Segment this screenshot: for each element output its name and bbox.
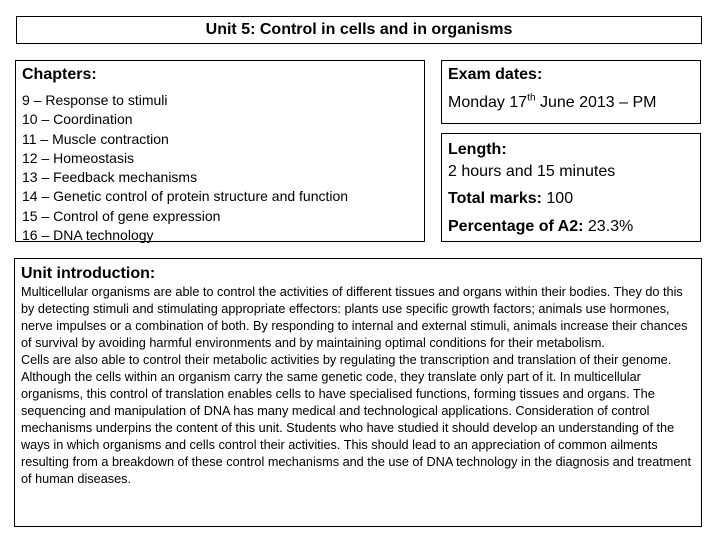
- chapters-box: [15, 60, 425, 242]
- percentage-label: Percentage of A2:: [448, 218, 584, 235]
- exam-dates-box: [441, 60, 701, 124]
- chapter-list: [22, 91, 424, 245]
- chapter-item: 13 – Feedback mechanisms: [22, 169, 198, 186]
- chapter-item: 15 – Control of gene expression: [22, 207, 221, 224]
- chapter-item: 14 – Genetic control of protein structure and function: [22, 188, 349, 205]
- unit-introduction-heading: Unit introduction:: [21, 265, 156, 282]
- length-value: 2 hours and 15 minutes: [448, 163, 616, 180]
- length-box: [441, 133, 701, 242]
- percentage-value: 23.3%: [583, 218, 634, 235]
- total-marks-value: 100: [541, 190, 574, 207]
- chapter-item: 12 – Homeostasis: [22, 149, 135, 166]
- percentage-a2: [448, 216, 700, 237]
- length-heading: Length:: [448, 141, 507, 158]
- chapter-item: 10 – Coordination: [22, 111, 133, 128]
- chapter-item: 16 – DNA technology: [22, 227, 154, 244]
- total-marks-label: Total marks:: [448, 190, 542, 207]
- exam-date-rest: June 2013 – PM: [535, 94, 657, 111]
- intro-paragraph-1: Multicellular organisms are able to control the activities of different tissues and organs within their bodies. They do this by detecting stimuli and stimulating appropriate effectors: plants use specific growth factors; animals use hormones, nerve impulses or a combination of both. By responding to internal and external stimuli, animals increase their chances of survival by avoiding harmful environments and by maintaining optimal conditions for their metabolism.: [21, 285, 688, 350]
- chapter-item: 9 – Response to stimuli: [22, 92, 168, 108]
- exam-dates-heading: Exam dates:: [448, 66, 543, 83]
- total-marks: [448, 188, 700, 209]
- title-text: Unit 5: Control in cells and in organisms: [205, 21, 513, 38]
- exam-date-day: Monday 17: [448, 94, 528, 111]
- page-title: [16, 16, 702, 44]
- chapters-heading: Chapters:: [22, 66, 97, 83]
- chapter-item: 11 – Muscle contraction: [22, 130, 169, 147]
- exam-date-suffix: th: [527, 92, 536, 104]
- intro-paragraph-2: Cells are also able to control their metabolic activities by regulating the transcription and translation of their genome. Although the cells within an organism carry the same genetic code, they translate only part of it. In multicellular organisms, this control of translation enables cells to have specialised functions, forming tissues and organs. The sequencing and manipulation of DNA has many medical and technological applications. Consideration of control mechanisms underpins the content of this unit. Students who have studied it should develop an understanding of the ways in which organisms and cells control their activities. This should lead to an appreciation of common ailments resulting from a breakdown of these control mechanisms and the use of DNA technology in the diagnosis and treatment of human diseases.: [21, 353, 691, 486]
- exam-date: [448, 93, 700, 113]
- unit-introduction-box: [14, 258, 702, 527]
